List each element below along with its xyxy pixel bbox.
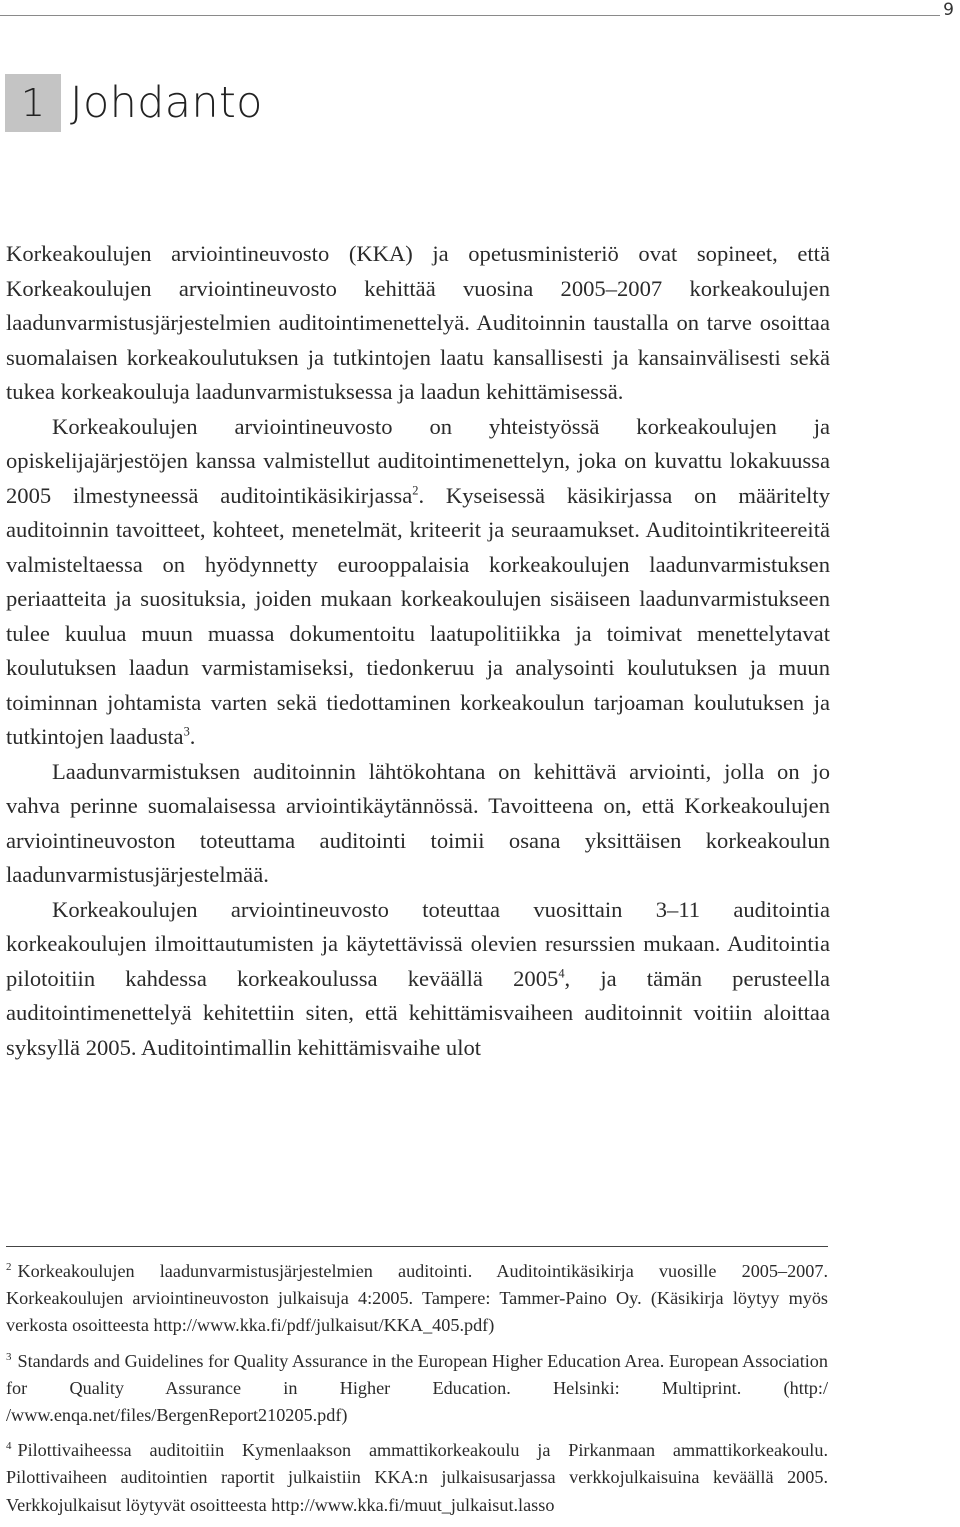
footnote-mark: 3	[6, 1350, 12, 1363]
paragraph-text: .	[189, 724, 196, 749]
paragraph-text: Korkeakoulujen arviointineuvosto (KKA) ja opetusministeriö ovat sopineet, että Korkeakoulujen arviointineuvosto kehittää vuosina 2005–2007 korkeakoulujen laadunvarmistusjärjestelmien auditointimenettelyä. Auditoinnin taustalla on tarve osoittaa suomalaisen korkeakoulutuksen ja tutkintojen laatu kansallisesti ja kansainvälisesti sekä tukea korkeakouluja laadunvarmistuksessa ja laadun kehittämisessä.	[6, 241, 830, 404]
footnote-reference: 2	[412, 482, 419, 497]
footnote	[6, 1258, 828, 1340]
paragraph-text: Korkeakoulujen arviointineuvosto on yhteistyössä korkeakoulujen ja opiskelijajärjestöjen kanssa valmistellut auditointimenettelyn, joka on kuvattu lokakuussa 2005 ilmestyneessä auditointikäsikirjassa	[6, 413, 830, 508]
chapter-heading	[5, 74, 263, 132]
footnote	[6, 1348, 828, 1430]
header-rule	[0, 15, 940, 16]
footnote-text: Pilottivaiheessa auditoitiin Kymenlaakson ammattikorkeakoulu ja Pirkanmaan ammattikorkeakoulu. Pilottivaiheen auditointien raportit julkaistiin KKA:n julkaisusarjassa verkkojulkaisuina keväällä 2005. Verkkojulkaisut löytyvät osoitteesta http://www.kka.fi/muut_julkaisut.lasso	[6, 1440, 828, 1515]
body-paragraph	[6, 410, 830, 755]
footnotes	[6, 1258, 828, 1527]
body-paragraph	[6, 755, 830, 893]
footnote-mark: 4	[6, 1440, 12, 1453]
body-paragraph	[6, 893, 830, 1066]
body-paragraph	[6, 237, 830, 410]
footnote-reference: 3	[183, 724, 190, 739]
page-number: 9	[943, 0, 954, 20]
footnote-reference: 4	[558, 965, 565, 980]
footnote-text: Standards and Guidelines for Quality Assurance in the European Higher Education Area. European Association for Quality Assurance in Higher Education. Helsinki: Multiprint. (http:/ /www.enqa.net/files/BergenReport210205.pdf)	[6, 1350, 828, 1426]
chapter-title: Johdanto	[70, 78, 263, 128]
body-text	[6, 237, 830, 1065]
paragraph-text: Korkeakoulujen arviointineuvosto toteuttaa vuosittain 3–11 auditointia korkeakoulujen ilmoittautumisten ja käytettävissä olevien resurssien mukaan. Auditointia pilotoitiin kahdessa korkeakoulussa keväällä 2005	[6, 896, 830, 991]
paragraph-text: , ja tämän perusteella auditointimenettelyä kehitettiin siten, että kehittämisvaiheen auditoinnit voitiin aloittaa syksyllä 2005. Auditointimallin kehittämisvaihe ulot	[6, 965, 831, 1060]
footnote-mark: 2	[6, 1260, 12, 1273]
footnote-rule	[6, 1246, 828, 1247]
paragraph-text: . Kyseisessä käsikirjassa on määritelty auditoinnin tavoitteet, kohteet, menetelmät, kriteerit ja seuraamukset. Auditointikriteereitä valmisteltaessa on hyödynnetty eurooppalaisia korkeakoulujen laadunvarmistuksen periaatteita ja suosituksia, joiden mukaan korkeakoulujen sisäiseen laadunvarmistukseen tulee kuulua muun muassa dokumentoitu laatupolitiikka ja toimivat menettelytavat koulutuksen laadun varmistamiseksi, tiedonkeruu ja analysointi koulutuksen ja muun toiminnan johtamista varten sekä tiedottaminen korkeakoulun tarjoaman koulutuksen ja tutkintojen laadusta	[6, 482, 830, 749]
footnote	[6, 1437, 828, 1519]
paragraph-text: Laadunvarmistuksen auditoinnin lähtökohtana on kehittävä arviointi, jolla on jo vahva perinne suomalaisessa arviointikäytännössä. Tavoitteena on, että Korkeakoulujen arviointineuvoston toteuttama auditointi toimii osana yksittäisen korkeakoulun laadunvarmistusjärjestelmää.	[6, 758, 830, 887]
footnote-text: Korkeakoulujen laadunvarmistusjärjestelmien auditointi. Auditointikäsikirja vuosille 2005–2007. Korkeakoulujen arviointineuvoston julkaisuja 4:2005. Tampere: Tammer-Paino Oy. (Käsikirja löytyy myös verkosta osoitteesta http://www.kka.fi/pdf/julkaisut/KKA_405.pdf)	[6, 1261, 828, 1336]
chapter-number: 1	[5, 74, 61, 132]
